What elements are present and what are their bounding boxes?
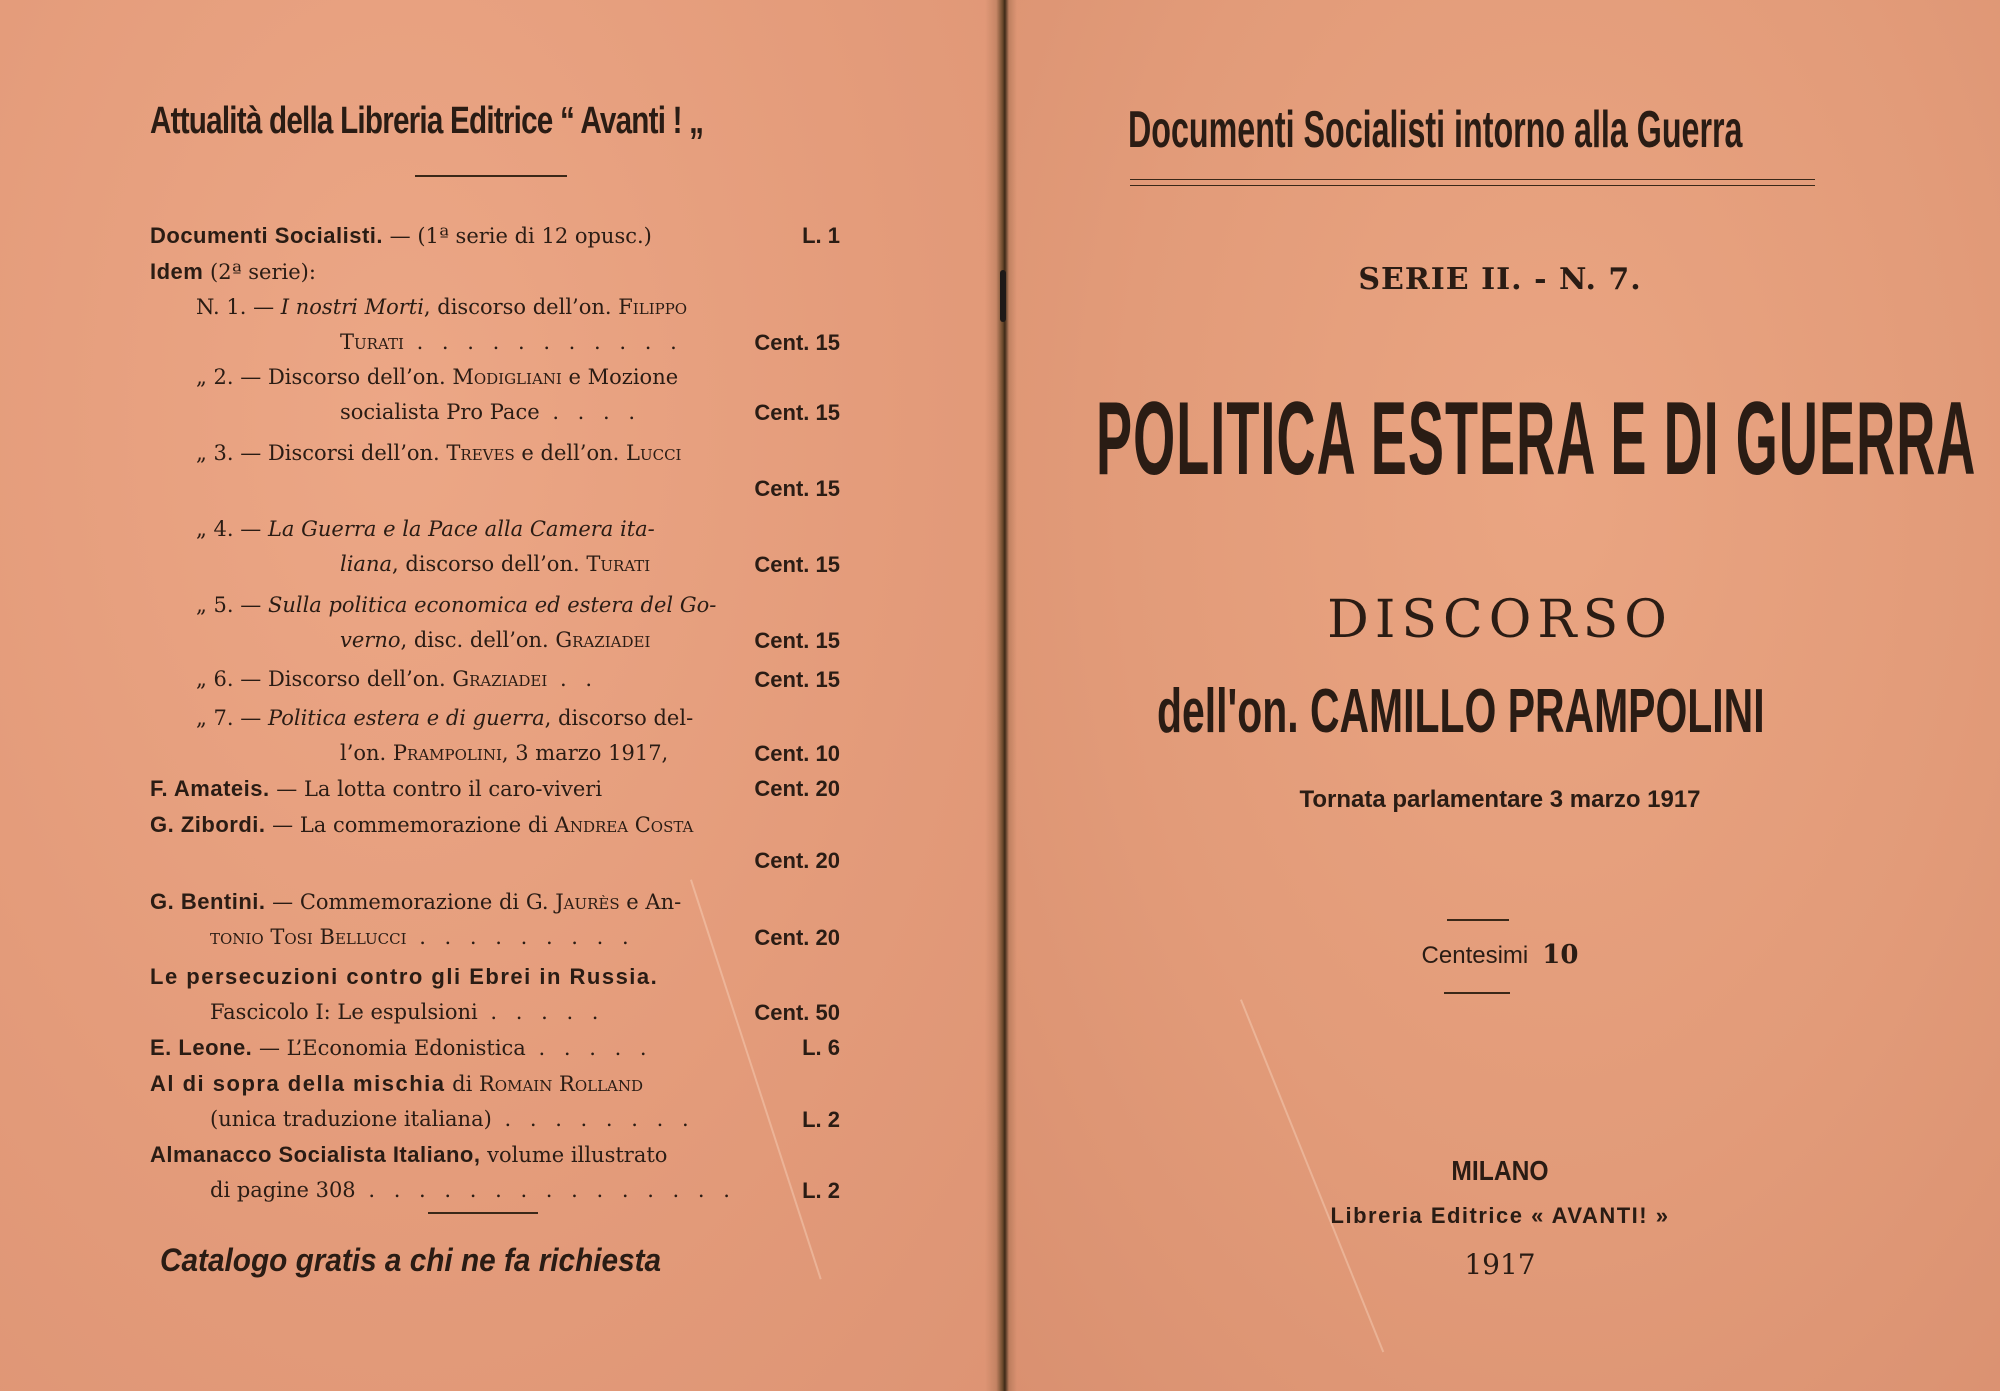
catalog-row: Fascicolo I: Le espulsioni . . . . . Cent. 50 bbox=[210, 1000, 840, 1025]
catalog-row: „ 2. — Discorso dell’on. Modigliani e Mozione bbox=[196, 365, 679, 389]
booklet-author: dell'on. CAMILLO PRAMPOLINI bbox=[1157, 677, 1765, 746]
session-date: Tornata parlamentare 3 marzo 1917 bbox=[1299, 786, 1701, 813]
publisher: Libreria Editrice « AVANTI! » bbox=[1330, 1203, 1670, 1228]
catalog-footer: Catalogo gratis a chi ne fa richiesta bbox=[160, 1242, 662, 1278]
catalog-list bbox=[150, 218, 840, 1208]
catalog-row: tonio Tosi Bellucci . . . . . . . . . Cent. 20 bbox=[210, 925, 840, 950]
price-value: 10 bbox=[1542, 940, 1579, 970]
divider bbox=[415, 175, 567, 177]
double-rule-top bbox=[1130, 179, 1815, 180]
catalog-row: „ 4. — La Guerra e la Pace alla Camera ita- bbox=[196, 517, 655, 541]
booklet-subtitle: DISCORSO bbox=[1327, 590, 1673, 650]
catalog-row: verno, disc. dell’on. Graziadei Cent. 15 bbox=[340, 628, 840, 653]
divider bbox=[1444, 992, 1510, 994]
catalog-row: G. Zibordi. — La commemorazione di Andrea Costa bbox=[150, 812, 694, 837]
catalog-row: „ 7. — Politica estera e di guerra, discorso del- bbox=[196, 706, 694, 730]
catalog-row: Almanacco Socialista Italiano, volume illustrato bbox=[150, 1142, 668, 1167]
catalog-row: l’on. Prampolini, 3 marzo 1917, Cent. 10 bbox=[340, 741, 840, 766]
catalog-row: Cent. 15 bbox=[754, 476, 840, 501]
publication-year: 1917 bbox=[1464, 1248, 1536, 1281]
catalog-row: „ 5. — Sulla politica economica ed estera del Go- bbox=[196, 593, 717, 617]
catalog-row: N. 1. — I nostri Morti, discorso dell’on. Filippo bbox=[196, 295, 688, 319]
catalog-row: socialista Pro Pace . . . . Cent. 15 bbox=[340, 400, 840, 425]
cover-price bbox=[1000, 940, 2000, 970]
publication-city: MILANO bbox=[1451, 1155, 1549, 1186]
catalog-row: „ 6. — Discorso dell’on. Graziadei . . Cent. 15 bbox=[196, 667, 840, 692]
catalog-row: Le persecuzioni contro gli Ebrei in Russia. bbox=[150, 964, 659, 989]
booklet-title: POLITICA ESTERA E DI GUERRA bbox=[1096, 381, 1977, 497]
catalog-row: E. Leone. — L’Economia Edonistica . . . . . L. 6 bbox=[150, 1035, 840, 1060]
catalog-row: liana, discorso dell’on. Turati Cent. 15 bbox=[340, 552, 840, 577]
divider bbox=[1447, 919, 1509, 921]
catalog-row: di pagine 308 . . . . . . . . . . . . . . . L. 2 bbox=[210, 1178, 840, 1203]
catalog-row: „ 3. — Discorsi dell’on. Treves e dell’on. Lucci bbox=[196, 441, 682, 465]
double-rule-bottom bbox=[1130, 185, 1815, 186]
booklet-spine bbox=[985, 0, 1017, 1391]
catalog-row: Idem (2ª serie): bbox=[150, 259, 316, 284]
price-label: Centesimi bbox=[1421, 942, 1529, 969]
catalog-row: Al di sopra della mischia di Romain Rolland bbox=[150, 1071, 644, 1096]
divider bbox=[428, 1212, 538, 1214]
catalog-row: G. Bentini. — Commemorazione di G. Jaurès e An- bbox=[150, 889, 682, 914]
catalog-heading: Attualità della Libreria Editrice “ Avanti ! „ bbox=[150, 100, 704, 142]
catalog-row: (unica traduzione italiana) . . . . . . . . L. 2 bbox=[210, 1107, 840, 1132]
catalog-row: F. Amateis. — La lotta contro il caro-viveri Cent. 20 bbox=[150, 776, 840, 801]
catalog-row: Cent. 20 bbox=[754, 848, 840, 873]
series-number: SERIE II. - N. 7. bbox=[1358, 262, 1642, 297]
catalog-row: Documenti Socialisti. — (1ª serie di 12 opusc.) L. 1 bbox=[150, 223, 840, 248]
series-header: Documenti Socialisti intorno alla Guerra bbox=[1128, 101, 1743, 159]
catalog-row: Turati . . . . . . . . . . . Cent. 15 bbox=[340, 330, 840, 355]
